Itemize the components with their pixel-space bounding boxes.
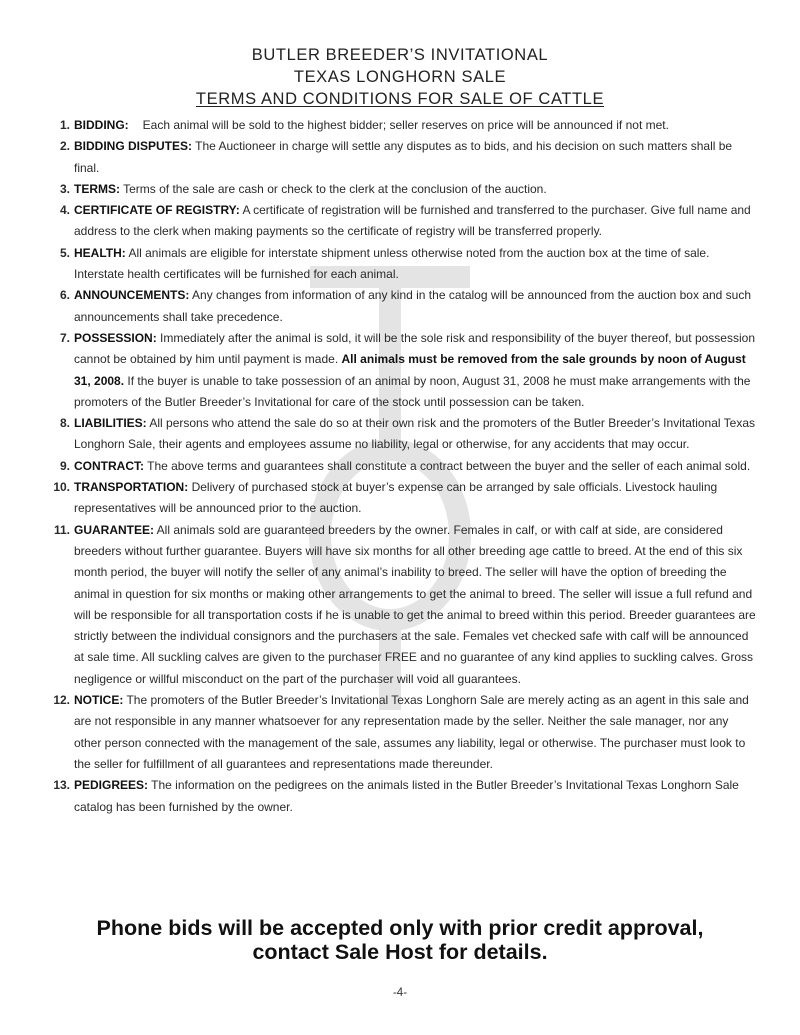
term-item: 7. POSSESSION: Immediately after the animal is sold, it will be the sole risk and responsibility of the buyer thereof, but possession cannot be obtained by him until payment is made. All animals must be removed from the sale grounds by noon of August 31, 2008. If the buyer is unable to take possession of an animal by noon, August 31, 2008 he must make arrangements with the promoters of the Butler Breeder’s Invitational for care of the stock until possession can be taken. [59, 330, 755, 409]
term-item: 6. ANNOUNCEMENTS: Any changes from information of any kind in the catalog will be announced from the auction box and such announcements shall take precedence. [59, 288, 752, 324]
term-heading: CONTRACT: [74, 458, 144, 473]
document-header [0, 44, 800, 110]
header-title: BUTLER BREEDER’S INVITATIONAL [251, 46, 549, 64]
term-item: 12. NOTICE: The promoters of the Butler Breeder’s Invitational Texas Longhorn Sale are merely acting as an agent in this sale and are not responsible in any manner whatsoever for any representation made by the seller. Neither the sale manager, nor any other person connected with the management of the sale, assumes any liability, legal or otherwise. The purchaser must look to the seller for fulfillment of all guarantees and representations made thereunder. [53, 693, 749, 771]
term-item: 8. LIABILITIES: All persons who attend the sale do so at their own risk and the promoters of the Butler Breeder’s Invitational Texas Longhorn Sale, their agents and employees assume no liability, legal or otherwise, for any accidents that may occur. [59, 416, 756, 452]
term-heading: ANNOUNCEMENTS: [74, 288, 190, 303]
term-heading: BIDDING: [74, 118, 129, 132]
term-text: Terms of the sale are cash or check to the clerk at the conclusion of the auction. [123, 181, 547, 196]
page-number: -4- [392, 987, 408, 999]
term-item: 9. CONTRACT: The above terms and guarantees shall constitute a contract between the buyer and the seller of each animal sold. [59, 458, 751, 473]
term-text: All animals are eligible for interstate shipment unless otherwise noted from the auction box at the time of sale. Interstate health certificates will be furnished for each animal. [74, 245, 710, 282]
term-heading: POSSESSION: [74, 330, 157, 345]
term-item: 4. CERTIFICATE OF REGISTRY: A certificate of registration will be furnished and transferred to the purchaser. Give full name and address to the clerk when making payments so the certificate of registry will be transferred properly. [59, 203, 751, 239]
term-item: 11. GUARANTEE: All animals sold are guaranteed breeders by the owner. Females in calf, or with calf at side, are considered breeders without further guarantee. Buyers will have six months for all other breeding age cattle to breed. At the end of this six month period, the buyer will notify the seller of any animal’s inability to breed. The seller will have the option of breeding the animal in question for six months or making other arrangements to get the animal to breed. The seller will issue a full refund and will be responsible for all transportation costs if he is unable to get the animal to breed within this period. Breeder guarantees are strictly between the individual consignors and the purchasers at the sale. Females vet checked safe with calf will be announced at sale time. All suckling calves are given to the purchaser FREE and no guarantee of any kind applies to suckling calves. Gross negligence or willful misconduct on the part of the purchaser will void all guarantees. [53, 522, 756, 686]
header-terms-title: TERMS AND CONDITIONS FOR SALE OF CATTLE [195, 90, 605, 108]
term-heading: GUARANTEE: [74, 522, 154, 537]
term-text: The above terms and guarantees shall constitute a contract between the buyer and the seller of each animal sold. [147, 458, 751, 473]
term-heading: TRANSPORTATION: [74, 480, 189, 495]
terms-list [40, 115, 758, 818]
notice-line-1: Phone bids will be accepted only with prior credit approval, [96, 916, 704, 940]
term-text: Any changes from information of any kind in the catalog will be announced from the auction box and such announcements shall take precedence. [74, 288, 752, 324]
term-item: 1. BIDDING: Each animal will be sold to the highest bidder; seller reserves on price will be announced if not met. [59, 118, 669, 132]
term-text: The Auctioneer in charge will settle any disputes as to bids, and his decision on such matters shall be final. [74, 139, 733, 175]
term-text: The promoters of the Butler Breeder’s Invitational Texas Longhorn Sale are merely acting as an agent in this sale and are not responsible in any manner whatsoever for any representation made by the seller. Neither the sale manager, nor any other person connected with the management of the sale, assumes any liability, legal or otherwise. The purchaser must look to the seller for fulfillment of all guarantees and representations made thereunder. [74, 693, 749, 771]
term-text: All animals sold are guaranteed breeders by the owner. Females in calf, or with calf at side, are considered breeders without further guarantee. Buyers will have six months for all other breeding age cattle to breed. At the end of this six month period, the buyer will notify the seller of any animal’s inability to breed. The seller will have the option of breeding the animal in question for six months or making other arrangements to get the animal to breed. The seller will issue a full refund and will be responsible for all transportation costs if he is unable to get the animal to breed within this period. Breeder guarantees are strictly between the individual consignors and the purchasers at the sale. Females vet checked safe with calf will be announced at sale time. All suckling calves are given to the purchaser FREE and no guarantee of any kind applies to suckling calves. Gross negligence or willful misconduct on the part of the purchaser will void all guarantees. [74, 522, 756, 686]
term-item: 2. BIDDING DISPUTES: The Auctioneer in charge will settle any disputes as to bids, and his decision on such matters shall be final. [59, 139, 733, 175]
term-heading: LIABILITIES: [74, 416, 147, 431]
term-text: Delivery of purchased stock at buyer’s expense can be arranged by sale officials. Livestock hauling representatives will be announced prior to the auction. [74, 480, 718, 516]
term-text: A certificate of registration will be furnished and transferred to the purchaser. Give full name and address to the clerk when making payments so the certificate of registry will be transferred properly. [74, 203, 751, 239]
header-subtitle: TEXAS LONGHORN SALE [293, 68, 507, 86]
term-heading: BIDDING DISPUTES: [74, 139, 193, 154]
term-heading: PEDIGREES: [74, 778, 149, 793]
term-heading: TERMS: [74, 181, 120, 196]
term-text: Each animal will be sold to the highest bidder; seller reserves on price will be announced if not met. [142, 118, 669, 132]
term-item: 3. TERMS: Terms of the sale are cash or check to the clerk at the conclusion of the auction. [59, 181, 547, 196]
term-heading: HEALTH: [74, 245, 126, 260]
phone-bids-notice [0, 916, 800, 964]
term-item: 5. HEALTH: All animals are eligible for interstate shipment unless otherwise noted from the auction box at the time of sale. Interstate health certificates will be furnished for each animal. [59, 245, 710, 282]
term-text: Immediately after the animal is sold, it will be the sole risk and responsibility of the buyer thereof, but possession cannot be obtained by him until payment is made. [74, 330, 755, 367]
notice-line-2: contact Sale Host for details. [252, 940, 548, 964]
term-item: 13. PEDIGREES: The information on the pedigrees on the animals listed in the Butler Breeder’s Invitational Texas Longhorn Sale catalog has been furnished by the owner. [53, 778, 739, 814]
term-item: 10. TRANSPORTATION: Delivery of purchased stock at buyer’s expense can be arranged by sale officials. Livestock hauling representatives will be announced prior to the auction. [53, 480, 718, 516]
term-heading: NOTICE: [74, 693, 124, 708]
term-bold-text: All animals must be removed from the sale grounds by noon of August 31, 2008. [74, 352, 746, 388]
term-heading: CERTIFICATE OF REGISTRY: [74, 203, 240, 218]
term-text: All persons who attend the sale do so at their own risk and the promoters of the Butler Breeder’s Invitational Texas Longhorn Sale, their agents and employees assume no liability, legal or otherwise, for any accidents that may occur. [74, 416, 756, 452]
term-text: The information on the pedigrees on the animals listed in the Butler Breeder’s Invitational Texas Longhorn Sale catalog has been furnished by the owner. [74, 778, 739, 814]
term-text-continued: If the buyer is unable to take possession of an animal by noon, August 31, 2008 he must make arrangements with the promoters of the Butler Breeder’s Invitational for care of the stock until possession can be taken. [74, 373, 751, 409]
